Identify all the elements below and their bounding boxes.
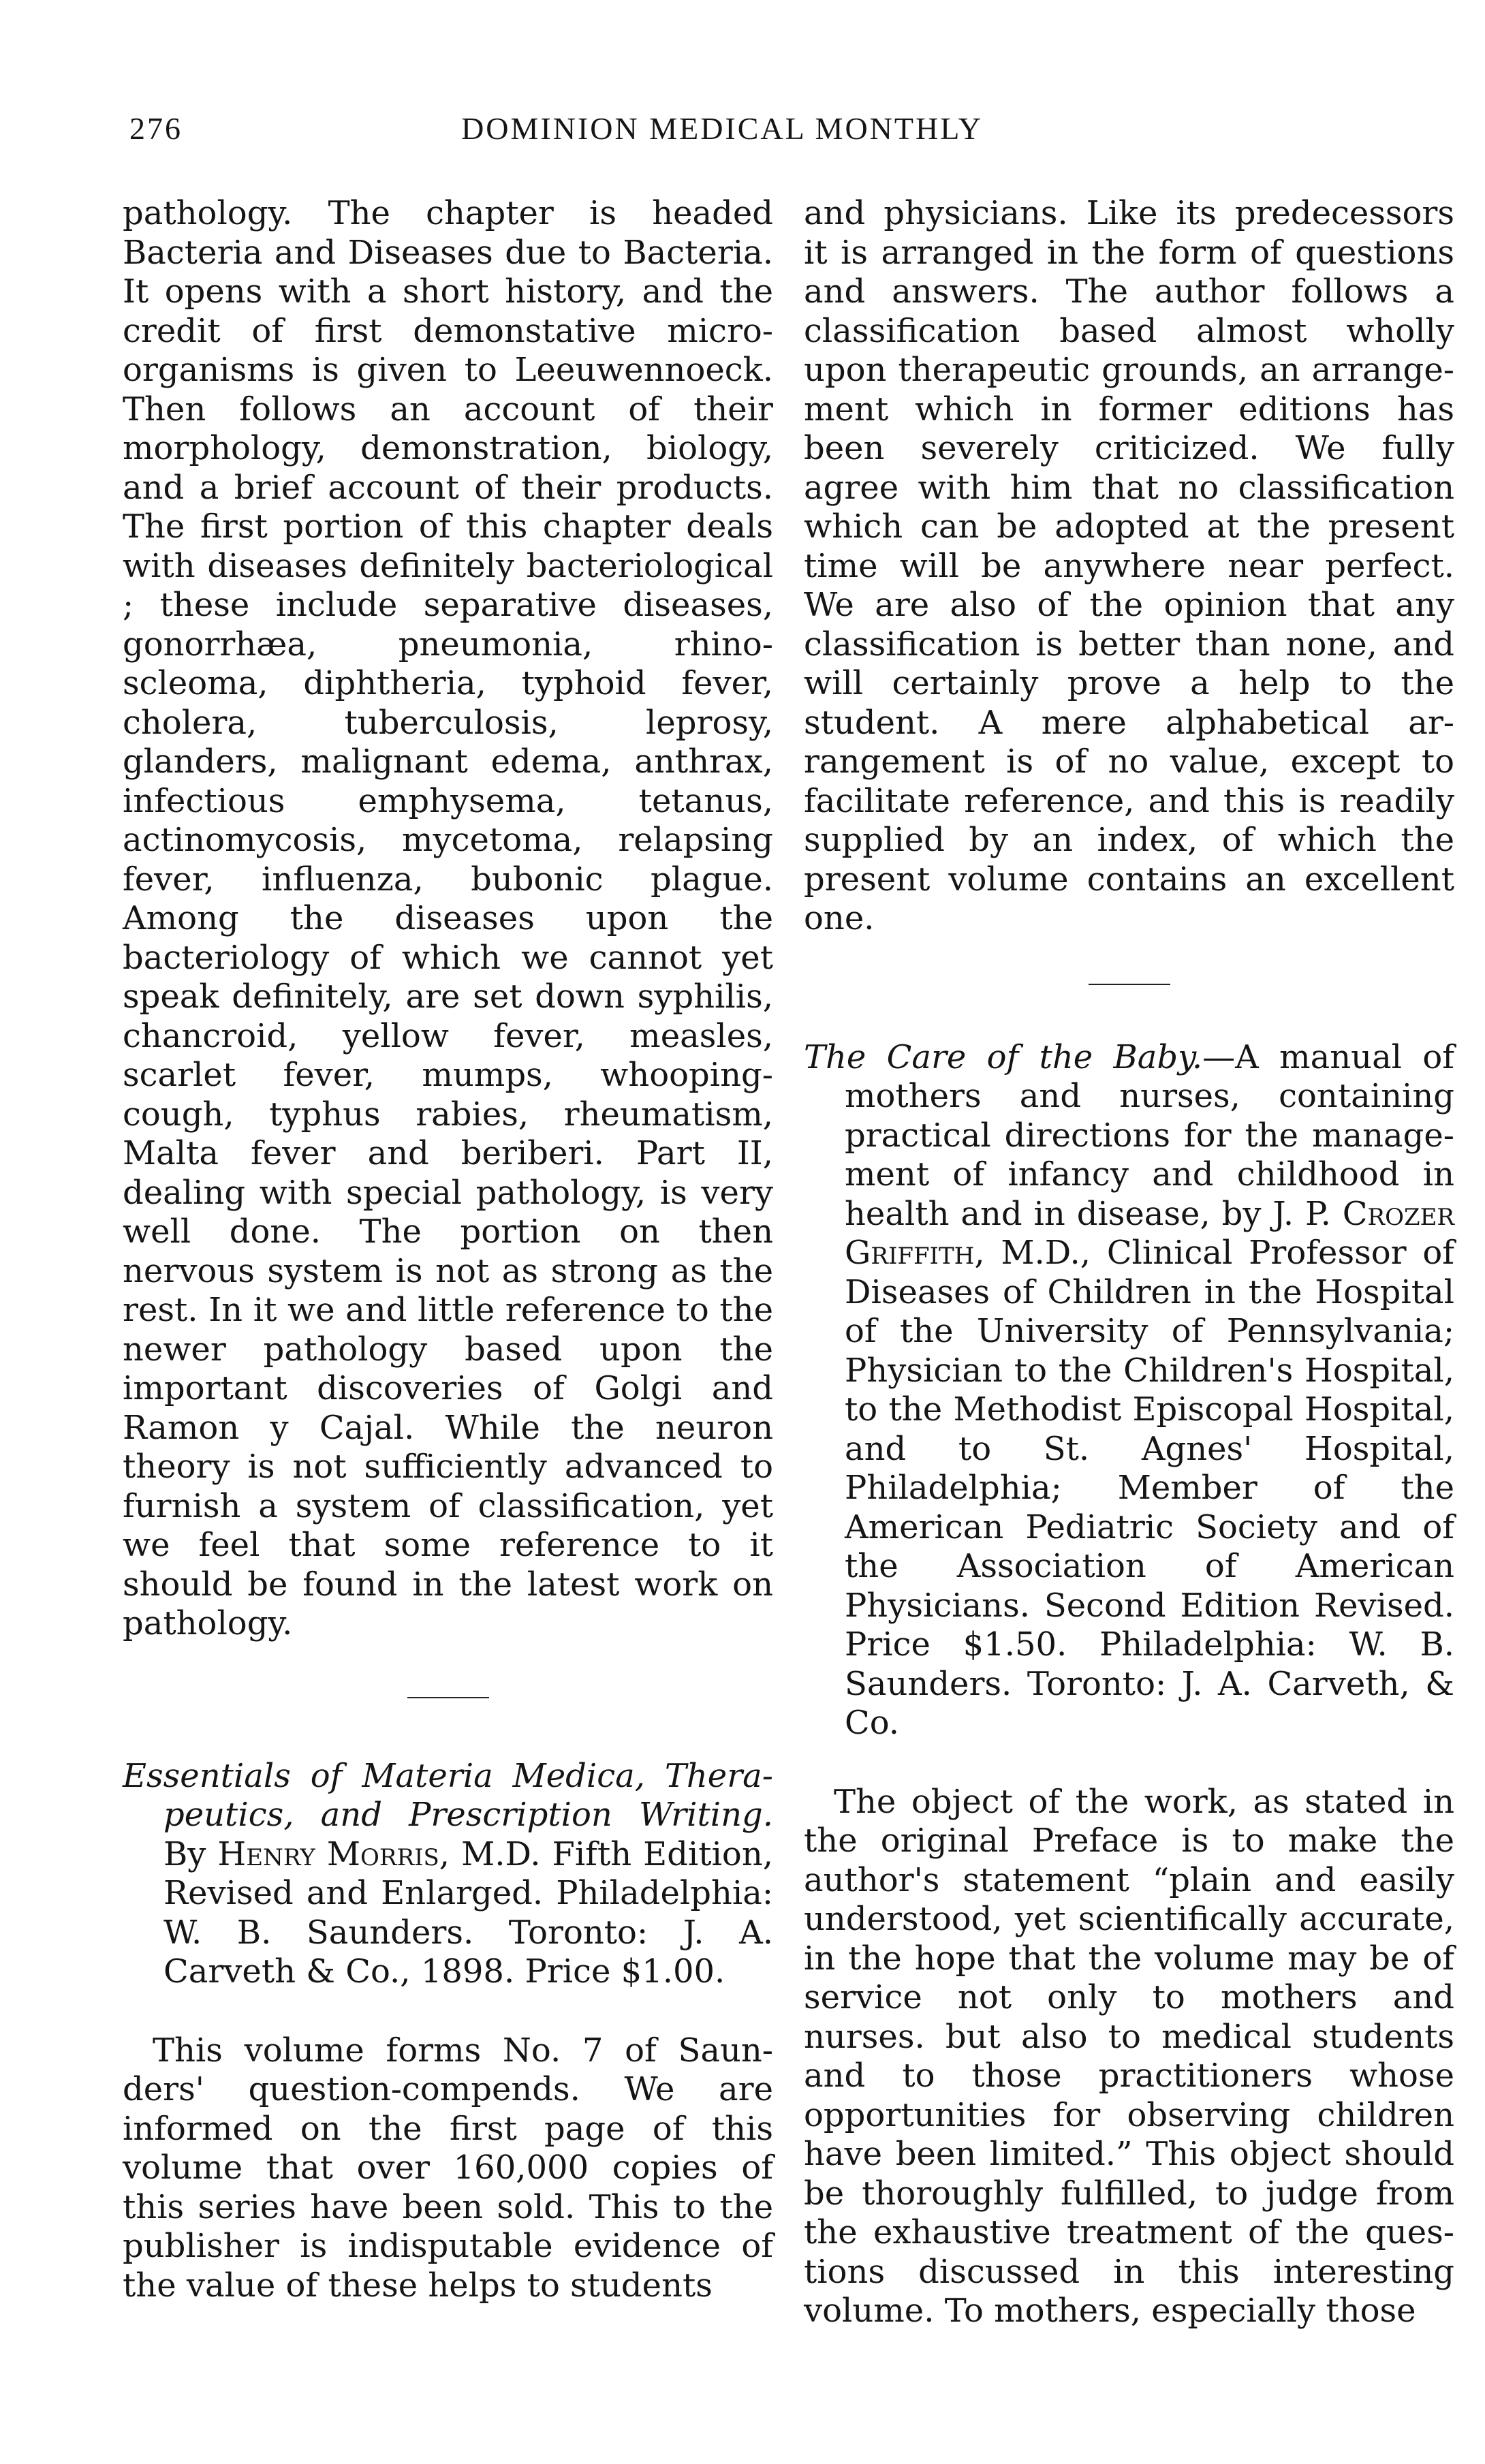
review-by: By (163, 1835, 206, 1873)
running-head: DOMINION MEDICAL MONTHLY (461, 111, 983, 146)
page-header (123, 110, 1322, 158)
paragraph-gap (123, 1992, 773, 2031)
right-column (804, 194, 1454, 2331)
review-author: Henry Morris (217, 1835, 439, 1873)
materia-medica-review-heading (123, 1757, 773, 1992)
care-of-baby-review-heading (804, 1038, 1454, 1743)
review-title: The Care of the Baby. (804, 1038, 1203, 1076)
review-citation: , M.D. Fifth Edition, Revised and Enlarged. Philadelphia: W. B. Saunders. Toronto: J. A. Carveth & Co., 1898. Price $1.00. (163, 1835, 773, 1991)
pathology-paragraph: pathology. The chapter is headed Bacteria and Diseases due to Bacteria. It opens with a short history, and the credit of first demonstative microorganisms is given to Leeuwennoeck. Then follows an account of their morphology, demonstration, biology, and a brief account of their products. The first portion of this chapter deals with diseases definitely bacteriological ; these include separative diseases, gonorrhæa, pneumonia, rhino-scleoma, diphtheria, typhoid fever, cholera, tuberculosis, leprosy, glanders, malignant edema, anthrax, infectious emphysema, tetanus, actinomycosis, mycetoma, relapsing fever, influenza, bubonic plague. Among the diseases upon the bacteriology of which we cannot yet speak definitely, are set down syphilis, chancroid, yellow fever, measles, scarlet fever, mumps, whooping-cough, typhus rabies, rheumatism, Malta fever and beriberi. Part II, dealing with special pathology, is very well done. The portion on then nervous system is not as strong as the rest. In it we and little reference to the newer pathology based upon the important discoveries of Golgi and Ramon y Cajal. While the neuron theory is not sufficiently advanced to furnish a system of classification, yet we feel that some reference to it should be found in the latest work on pathology. (123, 194, 773, 1642)
left-column (123, 194, 773, 2305)
physicians-paragraph: and physicians. Like its predecessors it is arranged in the form of questions and answers. The author follows a classification based almost wholly upon therapeutic grounds, an arrangement which in former editions has been severely criticized. We fully agree with him that no classification which can be adopted at the present time will be anywhere near perfect. We are also of the opinion that any classification is better than none, and will certainly prove a help to the student. A mere alphabetical arrangement is of no value, except to facilitate reference, and this is readily supplied by an index, of which the present volume contains an excellent one. (804, 194, 1454, 937)
section-divider (407, 1697, 489, 1698)
review-title: Essentials of Materia Medica, Therapeutics, and Prescription Writing. (123, 1756, 773, 1834)
page-number: 276 (129, 111, 183, 146)
paragraph-gap (804, 1743, 1454, 1783)
review-intro: —A manual of mothers and nurses, containing practical directions for the management of infancy and childhood in health and in disease, by J. P. (845, 1038, 1455, 1233)
volume-paragraph: This volume forms No. 7 of Saunders' question-compends. We are informed on the first page of this volume that over 160,000 copies of this series have been sold. This to the publisher is indisputable evidence of the value of these helps to students (123, 2031, 773, 2305)
section-divider (1089, 984, 1170, 985)
review-citation: , M.D., Clinical Professor of Diseases of Children in the Hospital of the University of Pennsylvania; Physician to the Children's Hospital, to the Methodist Episcopal Hospital, and to St. Agnes' Hospital, Philadelphia; Member of the American Pediatric Society and of the Association of American Physicians. Second Edition Revised. Price $1.50. Philadelphia: W. B. Saunders. Toronto: J. A. Carveth, & Co. (845, 1234, 1454, 1742)
review-author: Crozer Griffith (845, 1194, 1454, 1272)
object-paragraph: The object of the work, as stated in the original Preface is to make the author's statement “plain and easily understood, yet scientifically accurate, in the hope that the volume may be of service not only to mothers and nurses. but also to medical students and to those practitioners whose opportunities for observing children have been limited.” This object should be thoroughly fulfilled, to judge from the exhaustive treatment of the questions discussed in this interesting volume. To mothers, especially those (804, 1782, 1454, 2330)
